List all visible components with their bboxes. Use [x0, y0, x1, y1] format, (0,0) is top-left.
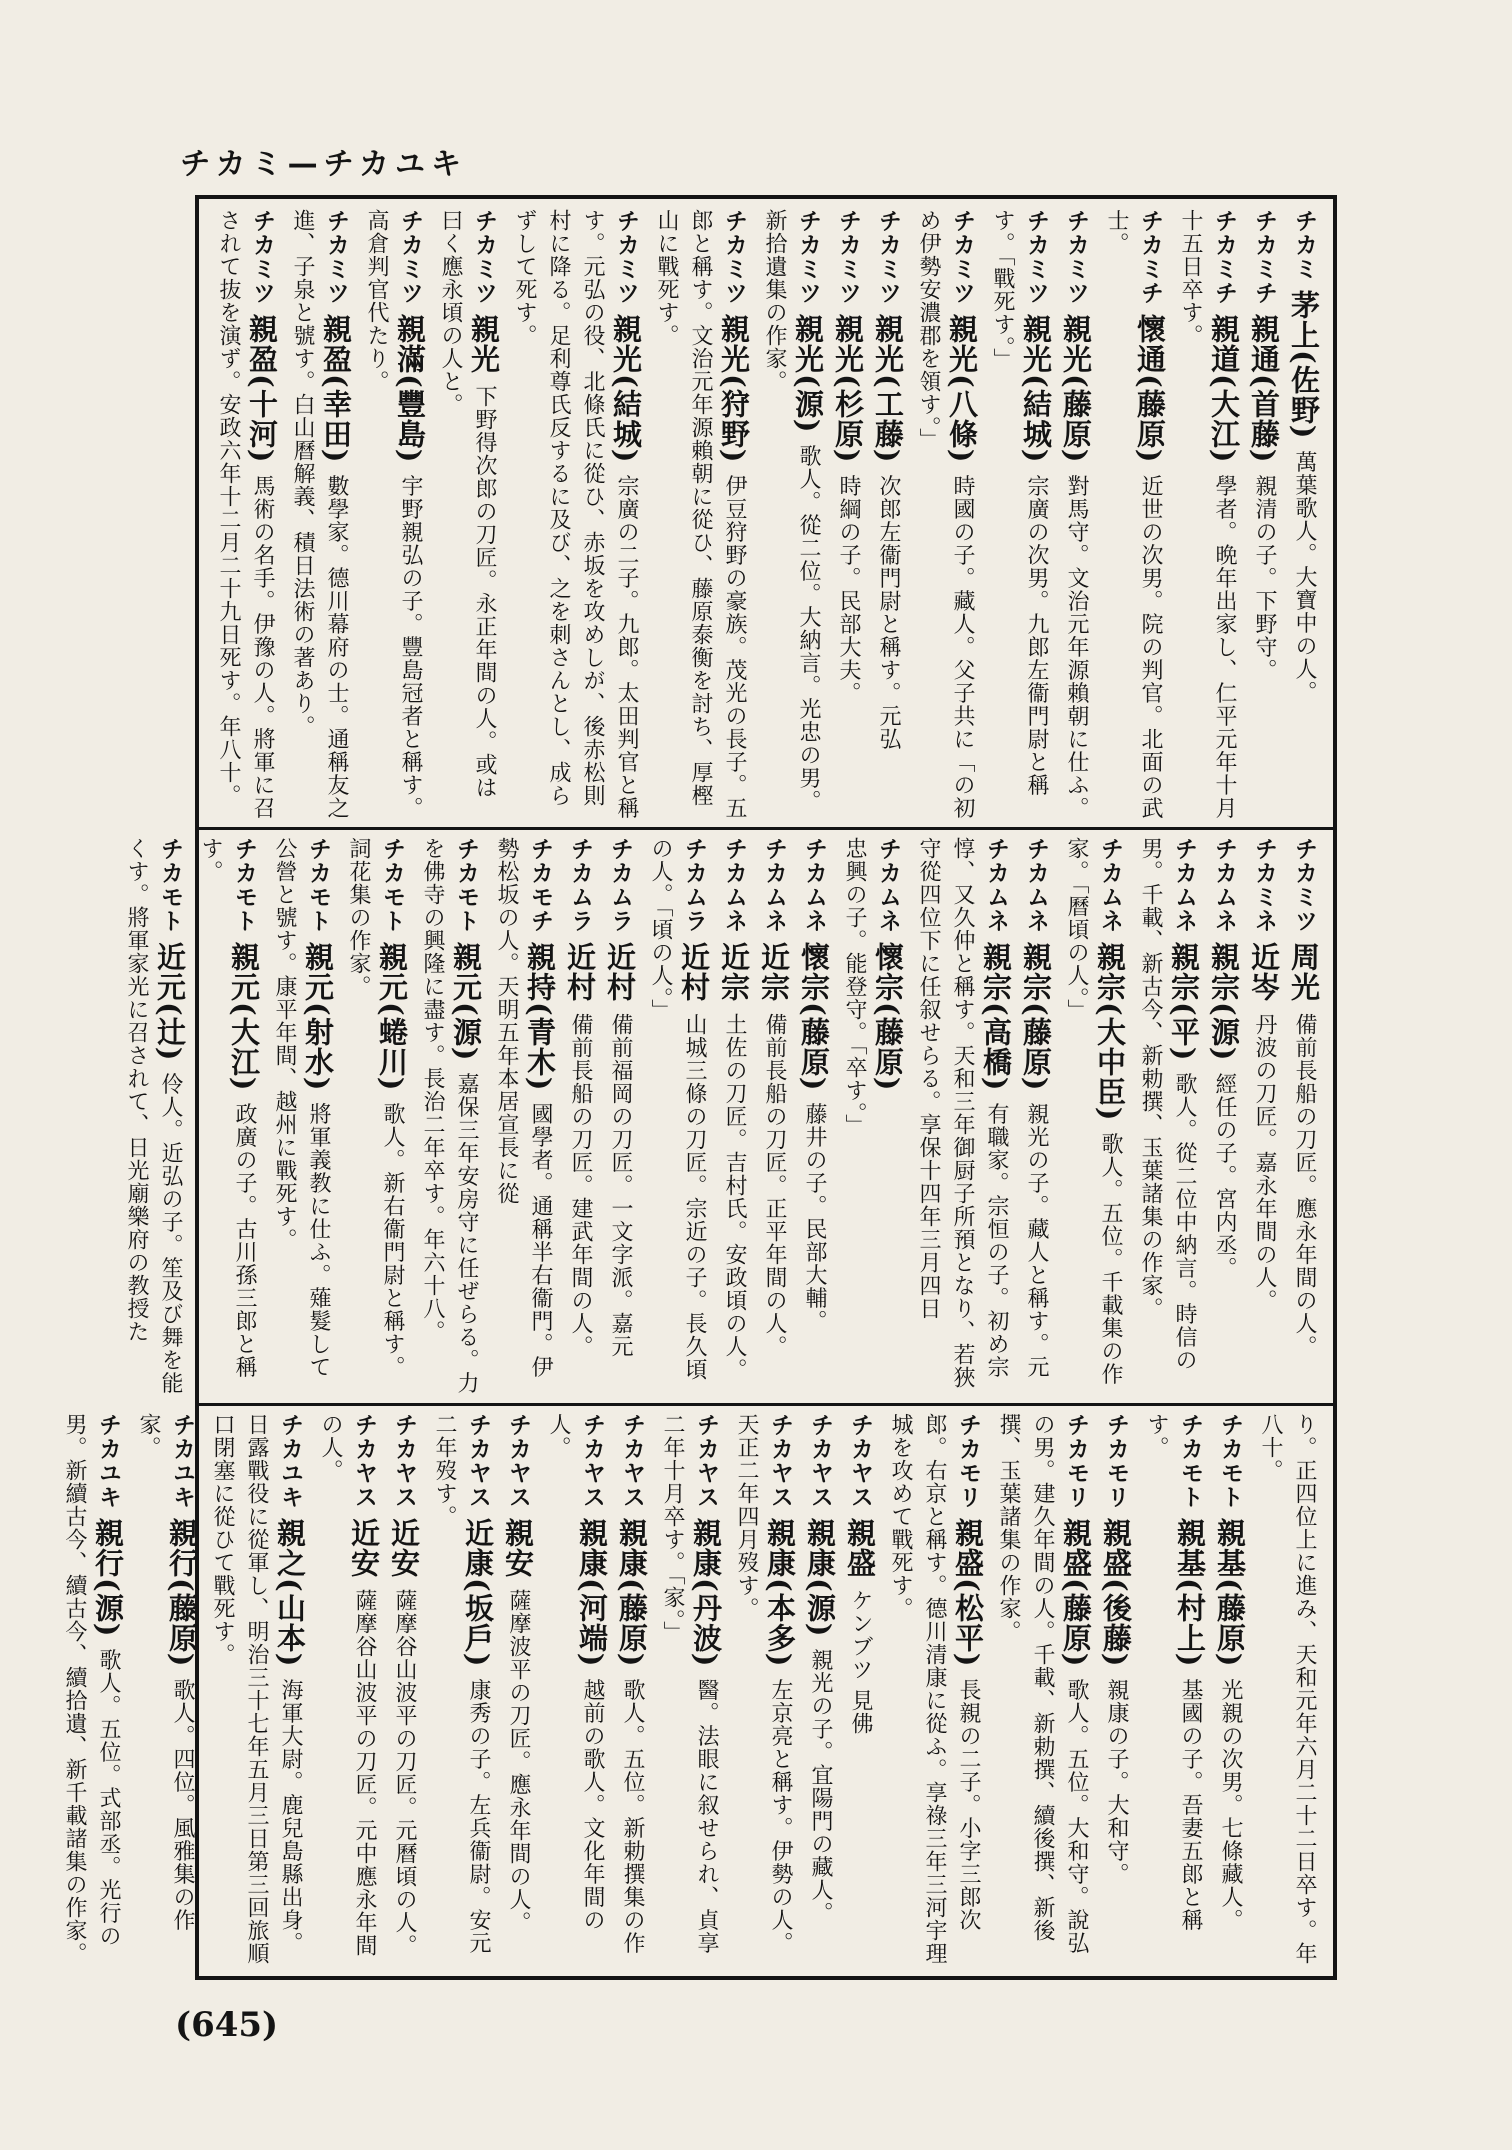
entry-description: 親康の子。大和守。	[1104, 1678, 1129, 1886]
entry-name: 親康(藤原)	[615, 1518, 649, 1679]
dictionary-entry	[267, 837, 335, 1397]
dictionary-entry	[1287, 209, 1321, 821]
entry-name: 親宗(藤原)	[1019, 942, 1053, 1103]
dictionary-entry	[985, 209, 1053, 821]
entry-name: 親光(八條)	[945, 314, 979, 475]
entry-description: 歌人。五位。新勅撰集の作	[620, 1678, 645, 1955]
entry-description: 越前の歌人。文化年間の人。	[546, 1413, 605, 1932]
entry-reading: チカミツ	[721, 209, 747, 315]
entry-description: 藤井の子。民部大輔。	[802, 1102, 827, 1333]
entry-name: 親元(蜷川)	[375, 942, 409, 1103]
entry-name: 親持(青木)	[523, 942, 557, 1103]
entry-name: 親康(本多)	[763, 1518, 797, 1679]
entry-reading: チカヤス	[619, 1413, 645, 1519]
section-bottom	[62, 1413, 1321, 1973]
dictionary-entry	[427, 1413, 495, 1973]
dictionary-entry	[729, 1413, 797, 1973]
entry-name: 茅上(佐野)	[1287, 290, 1321, 451]
entry-description: 康秀の子。左兵衞尉。安元二年歿す。	[432, 1413, 491, 1955]
entry-reading: チカミツ	[835, 209, 861, 315]
dictionary-entry	[655, 1413, 723, 1973]
dictionary-entry	[717, 837, 751, 1397]
entry-name: 近村	[603, 942, 637, 1014]
entry-name: 親光(源)	[791, 314, 825, 445]
entry-description: 對馬守。文治元年源賴朝に仕ふ。	[1064, 474, 1089, 820]
running-header: チカミ—チカユキ	[180, 147, 467, 182]
entry-reading: チカモト	[1217, 1413, 1243, 1519]
section-middle	[124, 837, 1321, 1397]
entry-reading: チカユキ	[169, 1413, 195, 1519]
entry-name: 親康(丹波)	[689, 1518, 723, 1679]
entry-name: 親光(工藤)	[871, 314, 905, 475]
entry-name: 親基(藤原)	[1213, 1518, 1247, 1679]
entry-reading: チカヤス	[351, 1413, 377, 1519]
entry-description: 宗廣の二子。九郎。太田判官と稱す。元弘の役、北條氏に從ひ、赤坂を攻めしが、後赤松則村に降る。足利尊氏反するに及び、之を刺さんとし、成らずして死す。	[512, 209, 639, 820]
entry-name: 親行(源)	[91, 1518, 125, 1649]
entry-reading: チカユキ	[277, 1413, 303, 1519]
entry-description: 薩摩谷山波平の刀匠。元中應永年間の人。	[318, 1413, 377, 1958]
entry-reading: チカモト	[453, 837, 479, 943]
entry-description: 近世の次男。院の判官。北面の武士。	[1104, 209, 1163, 820]
entry-description: 左京亮と稱す。伊勢の人。天正二年四月歿す。	[734, 1413, 793, 1955]
entry-reading: チカヤス	[505, 1413, 531, 1519]
entry-description: 馬術の名手。伊豫の人。將軍に召されて抜を演ず。安政六年十二月二十九日死す。年八十。	[216, 209, 275, 820]
entry-name: 近村	[563, 942, 597, 1014]
dictionary-entry	[911, 209, 979, 821]
entry-name: 近村	[677, 942, 711, 1014]
dictionary-entry	[757, 837, 791, 1397]
entry-description: 海軍大尉。鹿兒島縣出身。日露戰役に從軍し、明治三十七年五月三日第三回旅順口閉塞に從ひて戰死す。	[210, 1413, 303, 1965]
dictionary-entry	[489, 837, 557, 1397]
entry-reading: チカミツ	[613, 209, 639, 315]
entry-name: 親滿(豐島)	[393, 314, 427, 475]
entry-reading: チカモチ	[527, 837, 553, 943]
entry-reading: チカムネ	[761, 837, 787, 943]
entry-reading: チカミネ	[1251, 837, 1277, 943]
dictionary-entry	[57, 1413, 125, 1973]
entry-description: 次郎左衞門尉と稱す。元弘	[876, 474, 901, 751]
entry-name: 親光(結城)	[1019, 314, 1053, 475]
dictionary-entry	[1133, 837, 1201, 1397]
dictionary-entry	[643, 837, 711, 1397]
entry-reading: チカムネ	[801, 837, 827, 943]
entry-description: 備前長船の刀匠。正平年間の人。	[762, 1013, 787, 1359]
entry-name: 親道(大江)	[1207, 314, 1241, 475]
entry-name: 親康(源)	[803, 1518, 837, 1649]
entry-description: 歌人。五位。式部丞。光行の男。新續古今、續古今、續拾遺、新千載諸集の作家。	[62, 1413, 121, 1965]
entry-reading: チカミチ	[1211, 209, 1237, 315]
entry-reading: チカムラ	[567, 837, 593, 943]
entry-description: 山城三條の刀匠。宗近の子。長久頃の人。「頃の人。」	[648, 837, 707, 1382]
entry-reading: チカミチ	[1251, 209, 1277, 315]
entry-reading: チカムネ	[1097, 837, 1123, 943]
entry-reading: チカミツ	[1291, 837, 1317, 943]
dictionary-entry	[1247, 209, 1281, 821]
entry-description: 歌人。從二位中納言。時信の男。千載、新古今、新勅撰、玉葉諸集の作家。	[1138, 837, 1197, 1372]
entry-name: 親宗(高橋)	[979, 942, 1013, 1103]
entry-name: 親盛	[843, 1518, 877, 1590]
dictionary-entry	[1059, 837, 1127, 1397]
dictionary-frame	[62, 195, 1337, 1980]
entry-reading: チカヤス	[579, 1413, 605, 1519]
entry-reading: チカヤス	[391, 1413, 417, 1519]
entry-name: 近元(辻)	[153, 942, 187, 1073]
entry-reading: チカモト	[157, 837, 183, 943]
entry-name: 親宗(平)	[1167, 942, 1201, 1073]
dictionary-entry	[193, 837, 261, 1397]
dictionary-entry	[313, 1413, 381, 1973]
entry-name: 親元(大江)	[227, 942, 261, 1103]
entry-reading: チカユキ	[95, 1413, 121, 1519]
dictionary-entry	[803, 1413, 837, 1973]
entry-name: 親通(首藤)	[1247, 314, 1281, 475]
dictionary-entry	[341, 837, 409, 1397]
entry-name: 親盛(藤原)	[1059, 1518, 1093, 1679]
entry-reading: チカミツ	[1023, 209, 1049, 315]
entry-description: 基國の子。吾妻五郎と稱す。	[1144, 1413, 1203, 1932]
entry-description: 學者。晩年出家し、仁平元年十月十五日卒す。	[1178, 209, 1237, 820]
entry-description: 光親の次男。七條藏人。	[1218, 1678, 1243, 1932]
entry-description: 忠興の子。能登守。「卒す。」	[842, 837, 867, 1137]
entry-description: 備前福岡の刀匠。一文字派。嘉元	[608, 1013, 633, 1359]
entry-description: 伊豆狩野の豪族。茂光の長子。五郎と稱す。文治元年源賴朝に從ひ、藤原泰衡を討ち、厚樫山に戰死す。	[654, 209, 747, 820]
dictionary-entry	[831, 209, 865, 821]
entry-reading: チカモリ	[955, 1413, 981, 1519]
dictionary-entry	[387, 1413, 421, 1973]
entry-description: 時國の子。藏人。父子共に「の初め伊勢安濃郡を領す。」	[916, 209, 975, 820]
dictionary-entry	[1099, 209, 1167, 821]
entry-name: 親宗(源)	[1207, 942, 1241, 1073]
entry-name: 近安	[387, 1518, 421, 1590]
entry-description: ケンブツ 見佛	[848, 1589, 873, 1736]
dictionary-entry	[649, 209, 751, 821]
entry-description: 親光の子。藏人と稱す。元	[1024, 1102, 1049, 1379]
entry-description: 歌人。從二位。大納言。光忠の男。新拾遺集の作家。	[762, 209, 821, 813]
entry-name: 親光(杉原)	[831, 314, 865, 475]
dictionary-entry	[501, 1413, 535, 1973]
entry-reading: チカミツ	[949, 209, 975, 315]
dictionary-entry	[1059, 209, 1093, 821]
dictionary-entry	[1207, 837, 1241, 1397]
entry-name: 親盛(後藤)	[1099, 1518, 1133, 1679]
entry-description: 時綱の子。民部大夫。	[836, 474, 861, 705]
entry-reading: チカミチ	[1137, 209, 1163, 315]
page-number: (645)	[175, 2005, 279, 2045]
entry-reading: チカムラ	[607, 837, 633, 943]
section-divider	[199, 827, 1333, 830]
dictionary-entry	[615, 1413, 649, 1973]
dictionary-entry	[883, 1413, 985, 1973]
entry-name: 親盛(松平)	[951, 1518, 985, 1679]
entry-name: 親宗(大中臣)	[1093, 942, 1127, 1133]
dictionary-entry	[211, 209, 279, 821]
entry-name: 親行(藤原)	[165, 1518, 199, 1679]
dictionary-entry	[837, 837, 905, 1397]
entry-reading: チカムラ	[681, 837, 707, 943]
dictionary-entry	[1287, 837, 1321, 1397]
entry-name: 親盈(幸田)	[319, 314, 353, 475]
entry-reading: チカムネ	[1171, 837, 1197, 943]
entry-name: 親盈(十河)	[245, 314, 279, 475]
dictionary-entry	[1099, 1413, 1133, 1973]
entry-description: 歌人。新右衞門尉と稱す。詞花集の作家。	[346, 837, 405, 1379]
entry-name: 親元(射水)	[301, 942, 335, 1103]
entry-description: り。正四位上に進み、天和元年六月二十二日卒す。年八十。	[1258, 1413, 1317, 1965]
entry-description: 醫。法眼に叙せられ、貞享二年十月卒す。「家。」	[660, 1413, 719, 1955]
section-top	[211, 209, 1321, 821]
entry-reading: チカモリ	[1063, 1413, 1089, 1519]
dictionary-entry	[1213, 1413, 1247, 1973]
dictionary-entry	[563, 837, 597, 1397]
dictionary-entry	[603, 837, 637, 1397]
entry-reading: チカヤス	[465, 1413, 491, 1519]
entry-reading: チカヤス	[807, 1413, 833, 1519]
dictionary-entry	[911, 837, 1013, 1397]
entry-reading: チカミツ	[397, 209, 423, 315]
entry-description: 薩摩波平の刀匠。應永年間の人。	[506, 1589, 531, 1935]
dictionary-entry	[871, 209, 905, 821]
entry-reading: チカムネ	[875, 837, 901, 943]
entry-reading: チカヤス	[847, 1413, 873, 1519]
entry-name: 近岑	[1247, 942, 1281, 1014]
dictionary-entry	[991, 1413, 1093, 1973]
entry-name: 親光(狩野)	[717, 314, 751, 475]
entry-description: 親光の子。宜陽門の藏人。	[808, 1648, 833, 1925]
dictionary-entry	[1247, 837, 1281, 1397]
entry-name: 親光	[467, 314, 501, 386]
entry-description: 伶人。近弘の子。笙及び舞を能くす。將軍家光に召されて、日光廟樂府の教授た	[124, 837, 183, 1395]
entry-reading: チカムネ	[1023, 837, 1049, 943]
dictionary-entry	[1253, 1413, 1321, 1973]
entry-reading: チカヤス	[767, 1413, 793, 1519]
entry-name: 近安	[347, 1518, 381, 1590]
dictionary-entry	[205, 1413, 307, 1973]
entry-description: 歌人。四位。風雅集の作家。	[136, 1413, 195, 1932]
entry-name: 親元(源)	[449, 942, 483, 1073]
entry-reading: チカムネ	[721, 837, 747, 943]
entry-name: 懷宗(藤原)	[797, 942, 831, 1103]
entry-reading: チカミツ	[323, 209, 349, 315]
entry-description: 歌人。五位。千載集の作家。「曆頃の人。」	[1064, 837, 1123, 1386]
entry-name: 近宗	[757, 942, 791, 1014]
entry-description: 親清の子。下野守。	[1252, 474, 1277, 682]
entry-name: 親之(山本)	[273, 1518, 307, 1679]
dictionary-entry	[757, 209, 825, 821]
dictionary-entry	[285, 209, 353, 821]
dictionary-entry	[1139, 1413, 1207, 1973]
entry-description: 國學者。通稱半右衞門。伊勢松坂の人。天明五年本居宣長に從	[494, 837, 553, 1379]
entry-description: 丹波の刀匠。嘉永年間の人。	[1252, 1013, 1277, 1313]
entry-description: 長親の二子。小字三郎次郎。右京と稱す。德川清康に從ふ。享祿三年三河宇理城を攻めて戰死す。	[888, 1413, 981, 1965]
entry-description: 有職家。宗恒の子。初め宗惇、又久仲と稱す。天和三年御厨子所預となり、若狹守從四位下に任叙せらる。享保十四年三月四日	[916, 837, 1009, 1389]
entry-reading: チカモト	[231, 837, 257, 943]
entry-description: 將軍義教に仕ふ。薙髮して公營と號す。康平年間、越州に戰死す。	[272, 837, 331, 1379]
entry-description: 政廣の子。古川孫三郎と稱す。	[198, 837, 257, 1379]
entry-name: 親光(藤原)	[1059, 314, 1093, 475]
entry-reading: チカムネ	[1211, 837, 1237, 943]
dictionary-entry	[119, 837, 187, 1397]
entry-reading: チカミツ	[795, 209, 821, 315]
entry-description: 下野得次郎の刀匠。永正年間の人。或は曰く應永頃の人と。	[438, 209, 497, 800]
entry-description: 數學家。德川幕府の士。通稱友之進、子泉と號す。白山曆解義、積日法術の著あり。	[290, 209, 349, 820]
dictionary-entry	[131, 1413, 199, 1973]
section-divider	[199, 1403, 1333, 1406]
entry-name: 懷通(藤原)	[1133, 314, 1167, 475]
entry-reading: チカミツ	[471, 209, 497, 315]
entry-name: 周光	[1287, 942, 1321, 1014]
entry-description: 嘉保三年安房守に任ぜらる。力を佛寺の興隆に盡す。長治二年卒す。年六十八。	[420, 837, 479, 1395]
dictionary-entry	[843, 1413, 877, 1973]
dictionary-entry	[415, 837, 483, 1397]
entry-reading: チカミツ	[875, 209, 901, 315]
entry-name: 近康(坂戶)	[461, 1518, 495, 1679]
entry-description: 宇野親弘の子。豐島冠者と稱す。高倉判官代たり。	[364, 209, 423, 820]
dictionary-entry	[797, 837, 831, 1397]
entry-reading: チカミツ	[249, 209, 275, 315]
entry-reading: チカヤス	[693, 1413, 719, 1519]
entry-description: 備前長船の刀匠。應永年間の人。	[1292, 1013, 1317, 1359]
entry-reading: チカミ	[1291, 209, 1317, 291]
entry-name: 親安	[501, 1518, 535, 1590]
entry-reading: チカムネ	[983, 837, 1009, 943]
dictionary-entry	[359, 209, 427, 821]
entry-description: 宗廣の次男。九郎左衞門尉と稱す。「戰死す。」	[990, 209, 1049, 797]
dictionary-entry	[541, 1413, 609, 1973]
entry-reading: チカモト	[379, 837, 405, 943]
entry-name: 懷宗(藤原)	[871, 942, 905, 1092]
entry-reading: チカモト	[305, 837, 331, 943]
dictionary-entry	[433, 209, 501, 821]
entry-description: 萬葉歌人。大寶中の人。	[1292, 450, 1317, 704]
entry-description: 經任の子。宮内丞。	[1212, 1072, 1237, 1280]
entry-name: 親康(河端)	[575, 1518, 609, 1679]
entry-description: 歌人。五位。大和守。說弘の男。建久年間の人。千載、新勅撰、續後撰、新後撰、玉葉諸集の作家。	[996, 1413, 1089, 1955]
entry-description: 土佐の刀匠。吉村氏。安政頃の人。	[722, 1013, 747, 1382]
entry-description: 薩摩谷山波平の刀匠。元曆頃の人。	[392, 1589, 417, 1958]
entry-name: 親基(村上)	[1173, 1518, 1207, 1679]
entry-description: 備前長船の刀匠。建武年間の人。	[568, 1013, 593, 1359]
entry-name: 親光(結城)	[609, 314, 643, 475]
entry-reading: チカモリ	[1103, 1413, 1129, 1519]
dictionary-entry	[1019, 837, 1053, 1397]
entry-name: 近宗	[717, 942, 751, 1014]
dictionary-entry	[1173, 209, 1241, 821]
entry-reading: チカミツ	[1063, 209, 1089, 315]
dictionary-entry	[507, 209, 643, 821]
entry-reading: チカモト	[1177, 1413, 1203, 1519]
